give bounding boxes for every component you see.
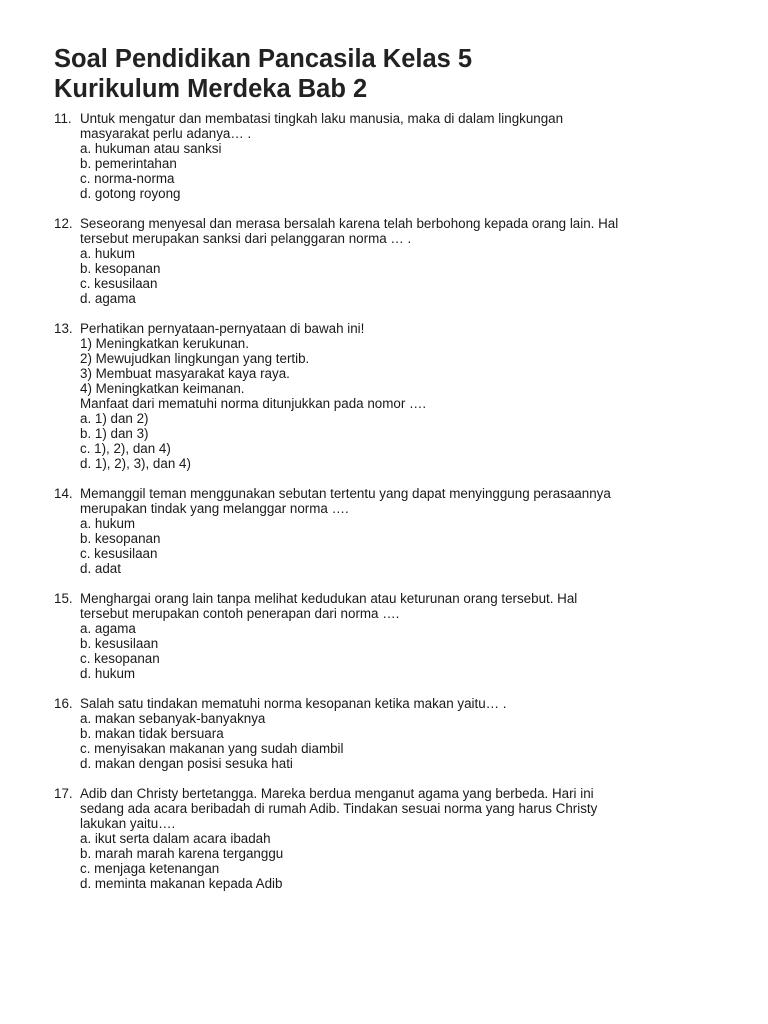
statement-item: 4) Meningkatkan keimanan. (80, 381, 245, 396)
answer-option-a: a. hukuman atau sanksi (80, 141, 222, 156)
question-11 (54, 111, 734, 201)
answer-option-a: a. ikut serta dalam acara ibadah (80, 831, 271, 846)
question-text-line: Adib dan Christy bertetangga. Mareka berdua menganut agama yang berbeda. Hari ini (80, 786, 594, 801)
answer-option-b: b. 1) dan 3) (80, 426, 149, 441)
question-15 (54, 591, 734, 681)
statement-item: 3) Membuat masyarakat kaya raya. (80, 366, 290, 381)
document-title (54, 44, 734, 104)
question-text-line: masyarakat perlu adanya… . (80, 126, 252, 141)
answer-option-b: b. marah marah karena terganggu (80, 846, 284, 861)
statement-item: 1) Meningkatkan kerukunan. (80, 336, 249, 351)
question-number: 13. (54, 321, 73, 336)
question-text-line: Seseorang menyesal dan merasa bersalah karena telah berbohong kepada orang lain. Hal (80, 216, 619, 231)
question-number: 11. (54, 111, 72, 126)
title-line-2: Kurikulum Merdeka Bab 2 (54, 75, 368, 103)
question-13 (54, 321, 734, 471)
question-number: 12. (54, 216, 73, 231)
title-line-1: Soal Pendidikan Pancasila Kelas 5 (54, 45, 473, 73)
answer-option-d: d. makan dengan posisi sesuka hati (80, 756, 293, 771)
answer-option-a: a. makan sebanyak-banyaknya (80, 711, 266, 726)
answer-option-b: b. kesusilaan (80, 636, 159, 651)
answer-option-c: c. menjaga ketenangan (80, 861, 220, 876)
answer-option-d: d. agama (80, 291, 136, 306)
question-text-line: lakukan yaitu…. (80, 816, 176, 831)
question-prompt: Manfaat dari mematuhi norma ditunjukkan pada nomor …. (80, 396, 427, 411)
answer-option-c: c. norma-norma (80, 171, 175, 186)
answer-option-c: c. menyisakan makanan yang sudah diambil (80, 741, 344, 756)
question-text-line: Perhatikan pernyataan-pernyataan di bawah ini! (80, 321, 365, 336)
document-page (54, 44, 734, 906)
question-text-line: tersebut merupakan contoh penerapan dari norma …. (80, 606, 400, 621)
question-text-line: Salah satu tindakan mematuhi norma kesopanan ketika makan yaitu… . (80, 696, 507, 711)
question-12 (54, 216, 734, 306)
answer-option-d: d. meminta makanan kepada Adib (80, 876, 283, 891)
question-text-line: Untuk mengatur dan membatasi tingkah laku manusia, maka di dalam lingkungan (80, 111, 564, 126)
answer-option-a: a. hukum (80, 516, 136, 531)
question-text-line: merupakan tindak yang melanggar norma …. (80, 501, 349, 516)
question-text-line: Memanggil teman menggunakan sebutan tertentu yang dapat menyinggung perasaannya (80, 486, 611, 501)
answer-option-c: c. kesusilaan (80, 276, 158, 291)
answer-option-a: a. agama (80, 621, 136, 636)
answer-option-d: d. hukum (80, 666, 136, 681)
answer-option-b: b. makan tidak bersuara (80, 726, 224, 741)
answer-option-b: b. kesopanan (80, 261, 161, 276)
answer-option-c: c. kesopanan (80, 651, 160, 666)
question-number: 15. (54, 591, 73, 606)
question-number: 14. (54, 486, 73, 501)
statement-item: 2) Mewujudkan lingkungan yang tertib. (80, 351, 310, 366)
answer-option-b: b. kesopanan (80, 531, 161, 546)
question-14 (54, 486, 734, 576)
answer-option-b: b. pemerintahan (80, 156, 177, 171)
question-text-line: Menghargai orang lain tanpa melihat kedudukan atau keturunan orang tersebut. Hal (80, 591, 578, 606)
answer-option-c: c. kesusilaan (80, 546, 158, 561)
answer-option-d: d. adat (80, 561, 121, 576)
answer-option-d: d. 1), 2), 3), dan 4) (80, 456, 191, 471)
question-number: 16. (54, 696, 73, 711)
question-17 (54, 786, 734, 891)
answer-option-a: a. hukum (80, 246, 136, 261)
answer-option-a: a. 1) dan 2) (80, 411, 149, 426)
question-list (54, 111, 734, 891)
question-16 (54, 696, 734, 771)
answer-option-d: d. gotong royong (80, 186, 181, 201)
question-text-line: sedang ada acara beribadah di rumah Adib. Tindakan sesuai norma yang harus Christy (80, 801, 598, 816)
question-text-line: tersebut merupakan sanksi dari pelanggaran norma … . (80, 231, 412, 246)
question-number: 17. (54, 786, 73, 801)
answer-option-c: c. 1), 2), dan 4) (80, 441, 171, 456)
